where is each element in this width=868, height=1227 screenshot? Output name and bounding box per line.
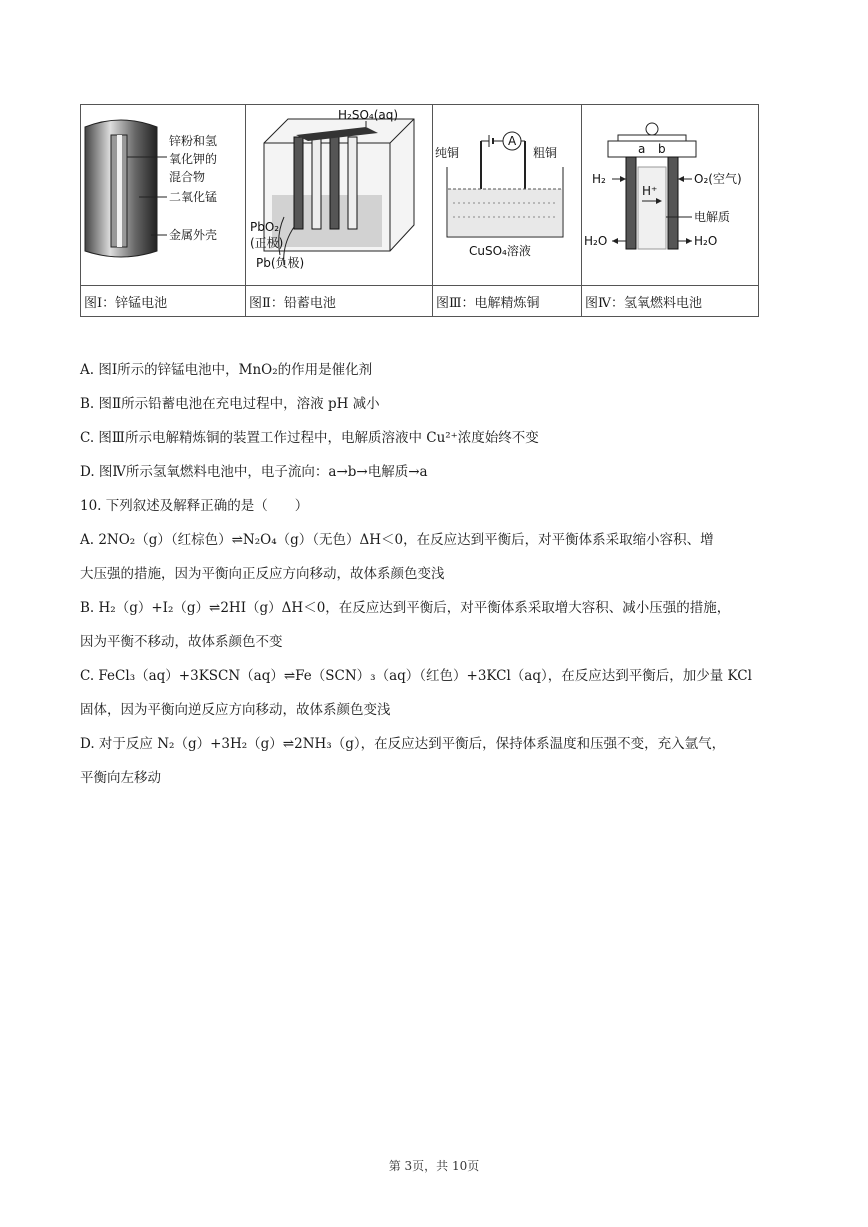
q10-option-d-cont: 平衡向左移动 [80, 770, 161, 786]
figure-1-caption: 图Ⅰ：锌锰电池 [81, 286, 246, 317]
q9-option-c: C. 图Ⅲ所示电解精炼铜的装置工作过程中，电解质溶液中 Cu²⁺浓度始终不变 [80, 430, 539, 446]
copper-refining-diagram [433, 105, 582, 285]
label-metal-shell: 金属外壳 [169, 228, 218, 242]
label-pb-negative: Pb(负极) [256, 256, 305, 270]
zinc-manganese-battery-diagram [81, 105, 246, 285]
q10-option-c-cont: 固体，因为平衡向逆反应方向移动，故体系颜色变浅 [80, 702, 391, 718]
label-h2: H₂ [592, 172, 606, 186]
q10-option-c: C. FeCl₃（aq）+3KSCN（aq）⇌Fe（SCN）₃（aq）（红色）+3KCl（aq），在反应达到平衡后，加少量 KCl [80, 668, 752, 684]
figure-1-cell [81, 105, 246, 286]
label-b: b [658, 142, 666, 156]
q10-stem: 10. 下列叙述及解释正确的是（ ） [80, 498, 309, 514]
label-koh: 氧化钾的 [169, 152, 218, 166]
label-h2o-right: H₂O [694, 234, 718, 248]
label-electrolyte: 电解质 [694, 210, 731, 224]
label-cuso4-solution: CuSO₄溶液 [469, 244, 531, 258]
q9-option-b: B. 图Ⅱ所示铅蓄电池在充电过程中，溶液 pH 减小 [80, 396, 380, 412]
label-crude-copper: 粗铜 [533, 146, 558, 160]
q10-option-a: A. 2NO₂（g）（红棕色）⇌N₂O₄（g）（无色）ΔH＜0，在反应达到平衡后，对平衡体系采取缩小容积、增 [80, 532, 714, 548]
q10-option-b-cont: 因为平衡不移动，故体系颜色不变 [80, 634, 283, 650]
label-a: a [638, 142, 646, 156]
q9-option-d: D. 图Ⅳ所示氢氧燃料电池中，电子流向：a→b→电解质→a [80, 464, 428, 480]
label-zinc-powder: 锌粉和氢 [169, 134, 218, 148]
figure-3-cell [433, 105, 582, 286]
figure-4-cell [582, 105, 759, 286]
label-mixture: 混合物 [169, 170, 206, 184]
figure-3-caption: 图Ⅲ：电解精炼铜 [433, 286, 582, 317]
hydrogen-fuel-cell-diagram [582, 105, 759, 285]
label-pbo2: PbO₂ [250, 220, 280, 234]
label-ammeter: A [508, 134, 517, 148]
figure-2-cell [246, 105, 433, 286]
q10-option-a-cont: 大压强的措施，因为平衡向正反应方向移动，故体系颜色变浅 [80, 566, 445, 582]
label-positive: (正极) [250, 236, 284, 250]
label-h2so4: H₂SO₄(aq) [338, 108, 399, 122]
figure-table [80, 104, 759, 317]
lead-acid-battery-diagram [246, 105, 433, 285]
label-o2-air: O₂(空气) [694, 172, 742, 186]
q9-option-a: A. 图Ⅰ所示的锌锰电池中，MnO₂的作用是催化剂 [80, 362, 373, 378]
figure-2-caption: 图Ⅱ：铅蓄电池 [246, 286, 433, 317]
label-pure-copper: 纯铜 [435, 146, 460, 160]
q10-option-d: D. 对于反应 N₂（g）+3H₂（g）⇌2NH₃（g），在反应达到平衡后，保持体系温度和压强不变，充入氩气， [80, 736, 726, 752]
label-h-plus: H⁺ [642, 184, 658, 198]
figure-4-caption: 图Ⅳ：氢氧燃料电池 [582, 286, 759, 317]
q10-option-b: B. H₂（g）+I₂（g）⇌2HI（g）ΔH＜0，在反应达到平衡后，对平衡体系采取增大容积、减小压强的措施， [80, 600, 731, 616]
label-h2o-left: H₂O [584, 234, 608, 248]
label-mno2: 二氧化锰 [169, 190, 218, 204]
page-footer: 第 3页，共 10页 [388, 1159, 480, 1173]
